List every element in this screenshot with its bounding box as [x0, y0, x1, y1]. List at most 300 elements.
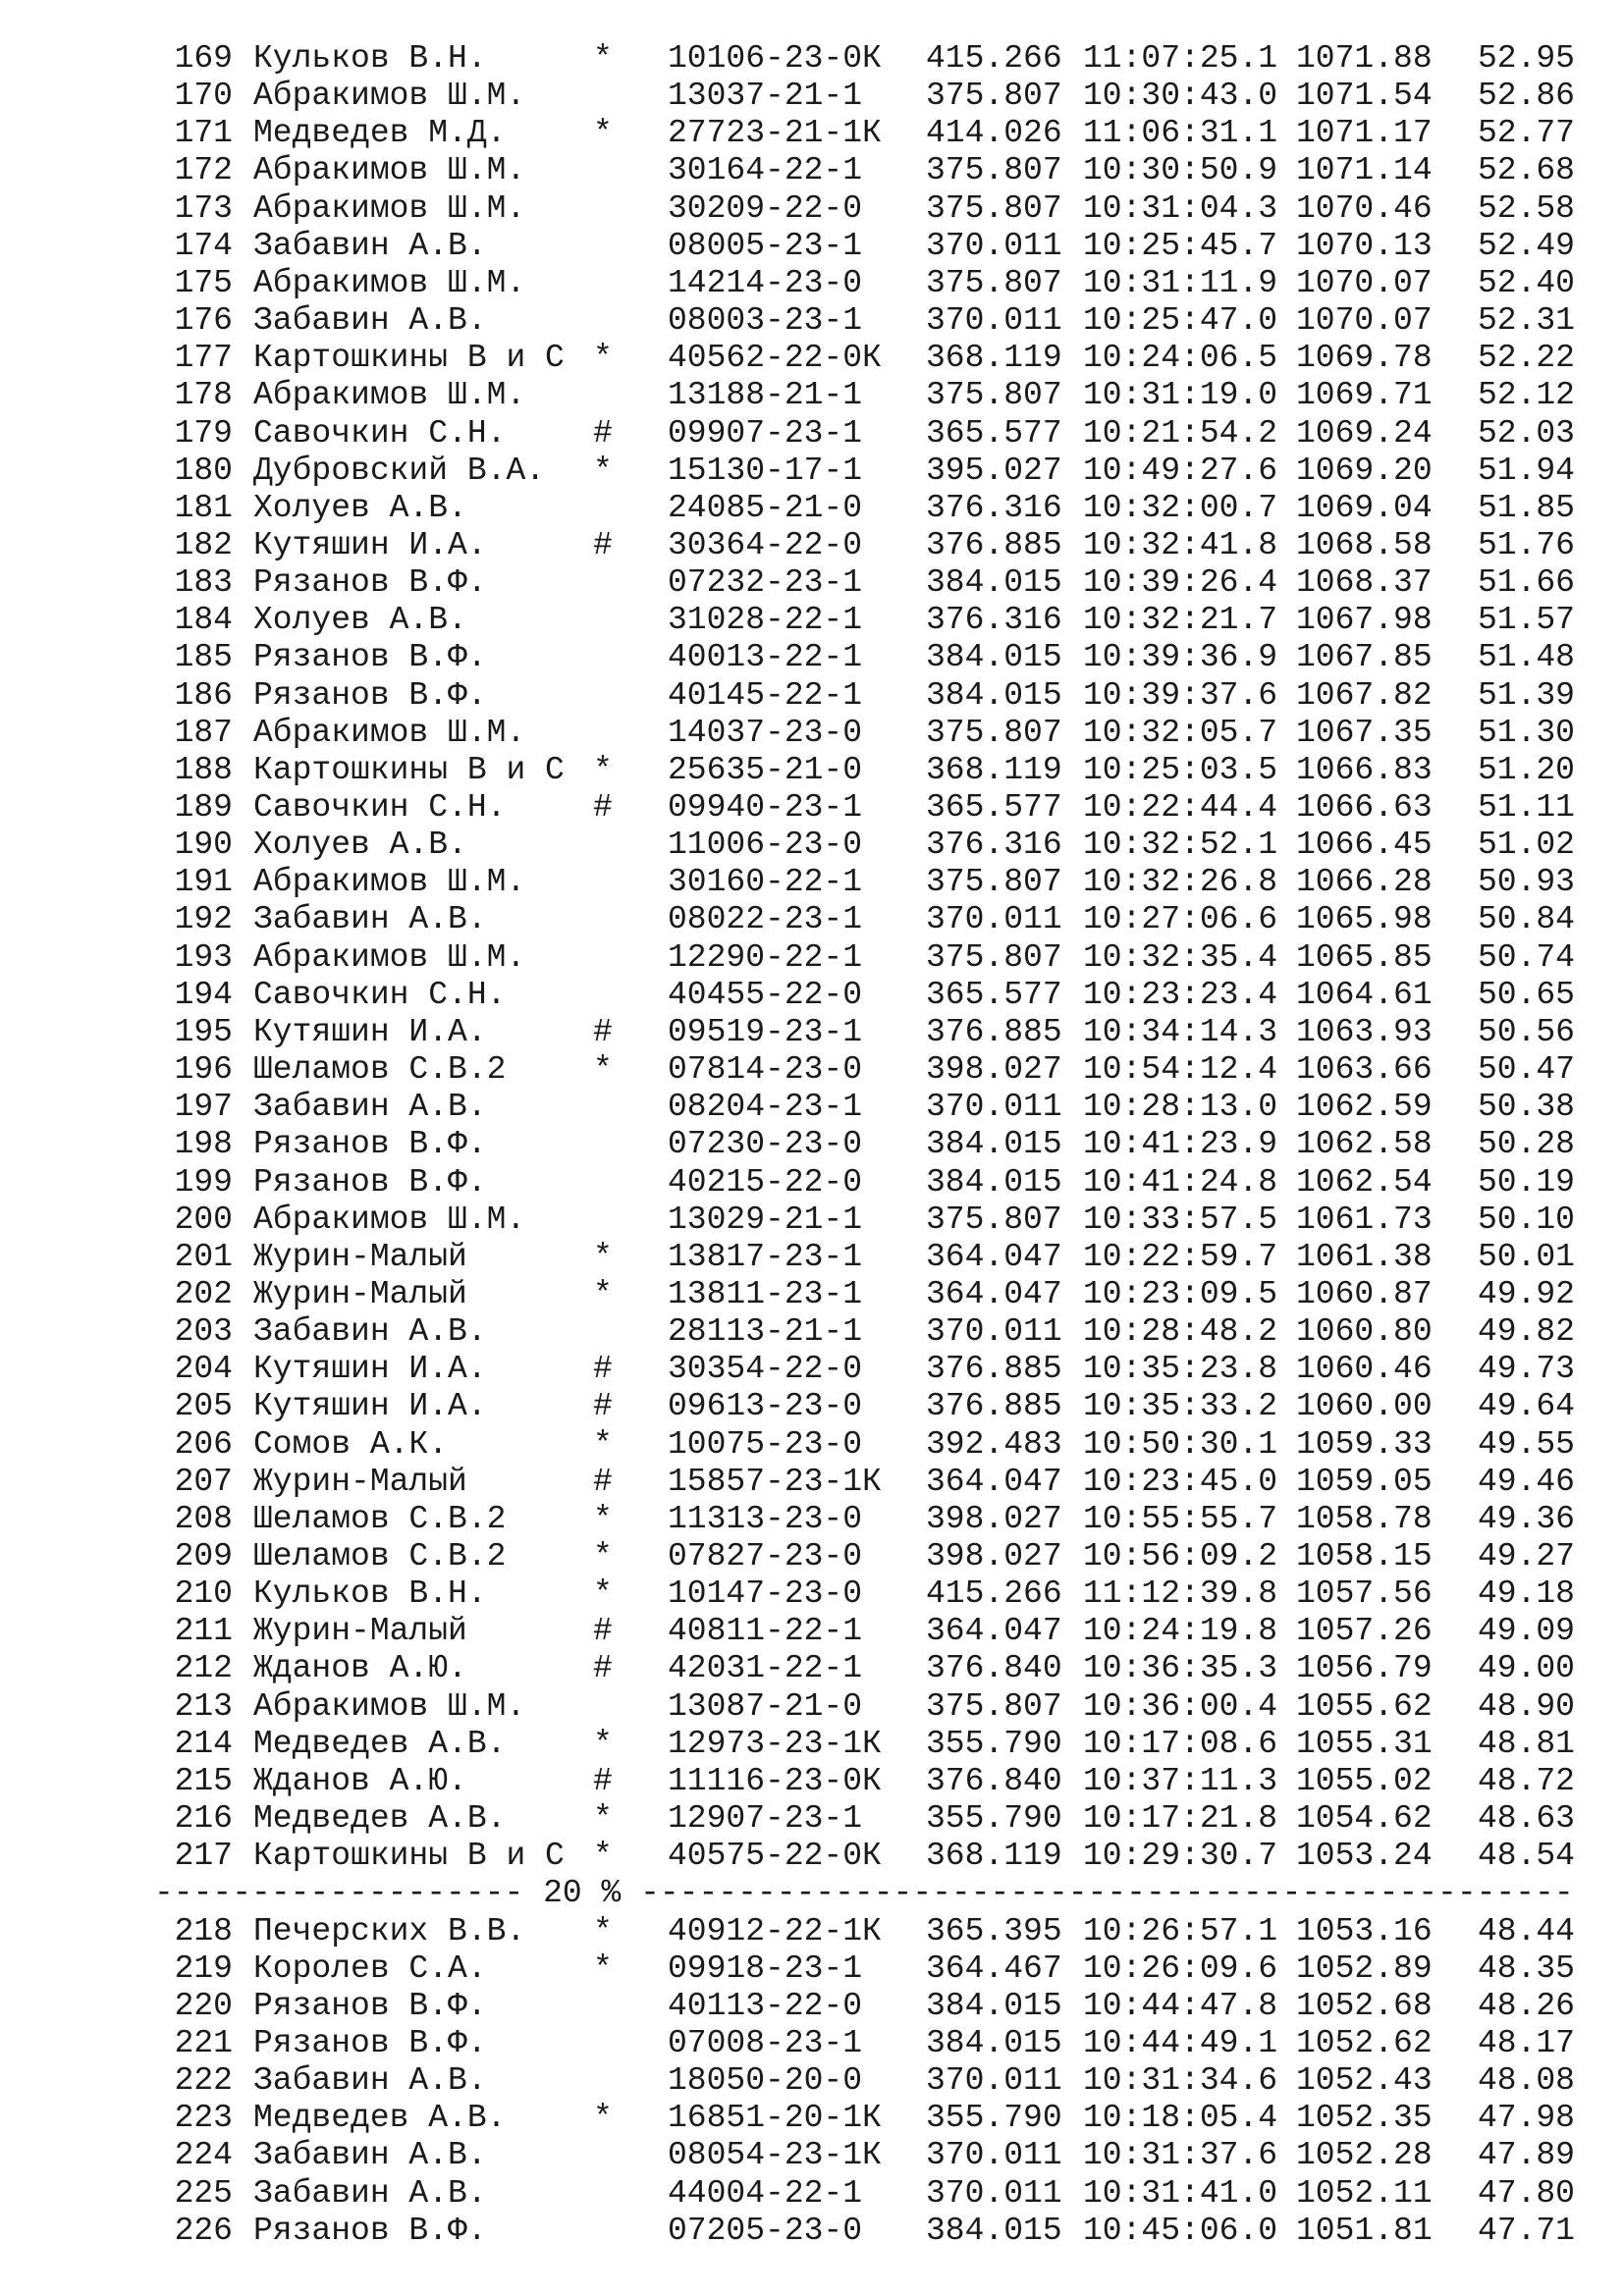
fancier-name-cell: Забавин А.В.	[253, 227, 487, 264]
fancier-name-cell: Медведев А.В.	[253, 1800, 507, 1838]
score-cell: 49.36	[1477, 1500, 1575, 1537]
mark-cell: #	[593, 1463, 613, 1500]
distance-cell: 364.047	[926, 1238, 1062, 1275]
mark-cell: #	[593, 1388, 613, 1425]
fancier-name-cell: Абракимов Ш.М.	[253, 1201, 526, 1238]
ring-number-cell: 13087-21-0	[668, 1687, 863, 1725]
ring-number-cell: 13188-21-1	[668, 377, 863, 414]
score-cell: 50.47	[1477, 1051, 1575, 1089]
ring-number-cell: 40575-22-0К	[668, 1838, 882, 1875]
fancier-name-cell: Медведев А.В.	[253, 1725, 507, 1762]
speed-cell: 1056.79	[1296, 1650, 1433, 1687]
score-cell: 52.22	[1477, 340, 1575, 377]
fancier-name-cell: Савочкин С.Н.	[253, 414, 507, 452]
fancier-name-cell: Сомов А.К.	[253, 1425, 449, 1463]
speed-cell: 1069.78	[1296, 340, 1433, 377]
distance-cell: 365.577	[926, 976, 1062, 1013]
distance-cell: 370.011	[926, 227, 1062, 264]
distance-cell: 376.885	[926, 1351, 1062, 1388]
mark-cell: *	[593, 452, 613, 489]
mark-cell: #	[593, 414, 613, 452]
score-cell: 52.40	[1477, 264, 1575, 301]
score-cell: 50.65	[1477, 976, 1575, 1013]
score-cell: 51.76	[1477, 526, 1575, 563]
speed-cell: 1066.45	[1296, 827, 1433, 864]
ring-number-cell: 11313-23-0	[668, 1500, 863, 1537]
mark-cell: #	[593, 789, 613, 826]
rank-cell: 175	[174, 264, 233, 301]
ring-number-cell: 11006-23-0	[668, 827, 863, 864]
rank-cell: 222	[174, 2062, 233, 2100]
fancier-name-cell: Савочкин С.Н.	[253, 789, 507, 826]
arrival-time-cell: 10:32:26.8	[1083, 864, 1278, 901]
score-cell: 48.63	[1477, 1800, 1575, 1838]
score-cell: 48.54	[1477, 1838, 1575, 1875]
ring-number-cell: 13029-21-1	[668, 1201, 863, 1238]
arrival-time-cell: 10:25:47.0	[1083, 302, 1278, 340]
rank-cell: 206	[174, 1425, 233, 1463]
distance-cell: 368.119	[926, 751, 1062, 788]
ring-number-cell: 30354-22-0	[668, 1351, 863, 1388]
arrival-time-cell: 10:23:09.5	[1083, 1275, 1278, 1312]
arrival-time-cell: 10:36:00.4	[1083, 1687, 1278, 1725]
fancier-name-cell: Рязанов В.Ф.	[253, 676, 487, 714]
ring-number-cell: 25635-21-0	[668, 751, 863, 788]
speed-cell: 1071.54	[1296, 78, 1433, 115]
mark-cell: #	[593, 1013, 613, 1050]
rank-cell: 204	[174, 1351, 233, 1388]
score-cell: 48.17	[1477, 2024, 1575, 2061]
speed-cell: 1053.24	[1296, 1838, 1433, 1875]
distance-cell: 375.807	[926, 189, 1062, 227]
speed-cell: 1071.88	[1296, 40, 1433, 77]
score-cell: 50.28	[1477, 1126, 1575, 1163]
fancier-name-cell: Савочкин С.Н.	[253, 976, 507, 1013]
rank-cell: 186	[174, 676, 233, 714]
rank-cell: 196	[174, 1051, 233, 1089]
distance-cell: 364.047	[926, 1613, 1062, 1650]
score-cell: 52.77	[1477, 115, 1575, 152]
ring-number-cell: 27723-21-1К	[668, 115, 882, 152]
distance-cell: 370.011	[926, 1313, 1062, 1351]
speed-cell: 1069.04	[1296, 489, 1433, 526]
arrival-time-cell: 10:32:05.7	[1083, 714, 1278, 751]
rank-cell: 188	[174, 751, 233, 788]
arrival-time-cell: 10:35:33.2	[1083, 1388, 1278, 1425]
score-cell: 52.03	[1477, 414, 1575, 452]
fancier-name-cell: Шеламов С.В.2	[253, 1538, 507, 1575]
fancier-name-cell: Медведев А.В.	[253, 2100, 507, 2137]
arrival-time-cell: 10:18:05.4	[1083, 2100, 1278, 2137]
ring-number-cell: 30160-22-1	[668, 864, 863, 901]
fancier-name-cell: Рязанов В.Ф.	[253, 2024, 487, 2061]
fancier-name-cell: Журин-Малый	[253, 1463, 467, 1500]
speed-cell: 1067.82	[1296, 676, 1433, 714]
speed-cell: 1066.63	[1296, 789, 1433, 826]
speed-cell: 1065.85	[1296, 938, 1433, 976]
score-cell: 48.08	[1477, 2062, 1575, 2100]
speed-cell: 1057.56	[1296, 1575, 1433, 1613]
arrival-time-cell: 10:25:45.7	[1083, 227, 1278, 264]
rank-cell: 180	[174, 452, 233, 489]
fancier-name-cell: Абракимов Ш.М.	[253, 714, 526, 751]
speed-cell: 1057.26	[1296, 1613, 1433, 1650]
arrival-time-cell: 10:39:36.9	[1083, 639, 1278, 676]
score-cell: 51.30	[1477, 714, 1575, 751]
score-cell: 49.46	[1477, 1463, 1575, 1500]
mark-cell: *	[593, 751, 613, 788]
arrival-time-cell: 11:07:25.1	[1083, 40, 1278, 77]
distance-cell: 398.027	[926, 1051, 1062, 1089]
mark-cell: #	[593, 1762, 613, 1799]
rank-cell: 173	[174, 189, 233, 227]
ring-number-cell: 40215-22-0	[668, 1163, 863, 1201]
rank-cell: 224	[174, 2137, 233, 2174]
mark-cell: #	[593, 1351, 613, 1388]
fancier-name-cell: Рязанов В.Ф.	[253, 564, 487, 602]
ring-number-cell: 30209-22-0	[668, 189, 863, 227]
rank-cell: 216	[174, 1800, 233, 1838]
speed-cell: 1064.61	[1296, 976, 1433, 1013]
speed-cell: 1067.85	[1296, 639, 1433, 676]
fancier-name-cell: Журин-Малый	[253, 1238, 467, 1275]
fancier-name-cell: Холуев А.В.	[253, 827, 467, 864]
distance-cell: 395.027	[926, 452, 1062, 489]
speed-cell: 1068.58	[1296, 526, 1433, 563]
fancier-name-cell: Кульков В.Н.	[253, 40, 487, 77]
speed-cell: 1063.66	[1296, 1051, 1433, 1089]
score-cell: 49.09	[1477, 1613, 1575, 1650]
fancier-name-cell: Жданов А.Ю.	[253, 1650, 467, 1687]
score-cell: 51.94	[1477, 452, 1575, 489]
speed-cell: 1070.46	[1296, 189, 1433, 227]
rank-cell: 208	[174, 1500, 233, 1537]
arrival-time-cell: 10:32:00.7	[1083, 489, 1278, 526]
distance-cell: 384.015	[926, 1987, 1062, 2024]
speed-cell: 1061.38	[1296, 1238, 1433, 1275]
ring-number-cell: 10147-23-0	[668, 1575, 863, 1613]
fancier-name-cell: Шеламов С.В.2	[253, 1051, 507, 1089]
rank-cell: 179	[174, 414, 233, 452]
ring-number-cell: 14037-23-0	[668, 714, 863, 751]
fancier-name-cell: Кульков В.Н.	[253, 1575, 487, 1613]
mark-cell: *	[593, 2100, 613, 2137]
score-cell: 52.49	[1477, 227, 1575, 264]
distance-cell: 376.316	[926, 827, 1062, 864]
ring-number-cell: 40562-22-0К	[668, 340, 882, 377]
fancier-name-cell: Забавин А.В.	[253, 1313, 487, 1351]
arrival-time-cell: 10:41:24.8	[1083, 1163, 1278, 1201]
fancier-name-cell: Забавин А.В.	[253, 2137, 487, 2174]
score-cell: 51.02	[1477, 827, 1575, 864]
fancier-name-cell: Жданов А.Ю.	[253, 1762, 467, 1799]
score-cell: 47.89	[1477, 2137, 1575, 2174]
ring-number-cell: 40113-22-0	[668, 1987, 863, 2024]
ring-number-cell: 44004-22-1	[668, 2174, 863, 2212]
rank-cell: 202	[174, 1275, 233, 1312]
fancier-name-cell: Абракимов Ш.М.	[253, 1687, 526, 1725]
distance-cell: 365.577	[926, 414, 1062, 452]
arrival-time-cell: 10:36:35.3	[1083, 1650, 1278, 1687]
arrival-time-cell: 10:28:48.2	[1083, 1313, 1278, 1351]
rank-cell: 169	[174, 40, 233, 77]
distance-cell: 376.316	[926, 602, 1062, 639]
speed-cell: 1070.07	[1296, 302, 1433, 340]
arrival-time-cell: 10:31:37.6	[1083, 2137, 1278, 2174]
fancier-name-cell: Холуев А.В.	[253, 602, 467, 639]
rank-cell: 193	[174, 938, 233, 976]
arrival-time-cell: 10:41:23.9	[1083, 1126, 1278, 1163]
speed-cell: 1067.98	[1296, 602, 1433, 639]
fancier-name-cell: Кутяшин И.А.	[253, 1013, 487, 1050]
speed-cell: 1060.80	[1296, 1313, 1433, 1351]
fancier-name-cell: Абракимов Ш.М.	[253, 264, 526, 301]
ring-number-cell: 08054-23-1К	[668, 2137, 882, 2174]
fancier-name-cell: Рязанов В.Ф.	[253, 1987, 487, 2024]
distance-cell: 398.027	[926, 1538, 1062, 1575]
score-cell: 52.68	[1477, 152, 1575, 189]
distance-cell: 370.011	[926, 1089, 1062, 1126]
speed-cell: 1067.35	[1296, 714, 1433, 751]
arrival-time-cell: 10:50:30.1	[1083, 1425, 1278, 1463]
score-cell: 48.35	[1477, 1949, 1575, 1987]
mark-cell: *	[593, 1575, 613, 1613]
score-cell: 51.66	[1477, 564, 1575, 602]
arrival-time-cell: 10:26:09.6	[1083, 1949, 1278, 1987]
score-cell: 49.27	[1477, 1538, 1575, 1575]
speed-cell: 1055.02	[1296, 1762, 1433, 1799]
arrival-time-cell: 10:33:57.5	[1083, 1201, 1278, 1238]
ring-number-cell: 15857-23-1К	[668, 1463, 882, 1500]
ring-number-cell: 40912-22-1К	[668, 1912, 882, 1949]
score-cell: 52.12	[1477, 377, 1575, 414]
arrival-time-cell: 10:45:06.0	[1083, 2212, 1278, 2249]
distance-cell: 368.119	[926, 1838, 1062, 1875]
distance-cell: 370.011	[926, 901, 1062, 938]
arrival-time-cell: 10:31:41.0	[1083, 2174, 1278, 2212]
ring-number-cell: 12973-23-1К	[668, 1725, 882, 1762]
fancier-name-cell: Абракимов Ш.М.	[253, 152, 526, 189]
distance-cell: 375.807	[926, 264, 1062, 301]
fancier-name-cell: Журин-Малый	[253, 1613, 467, 1650]
fancier-name-cell: Забавин А.В.	[253, 2062, 487, 2100]
rank-cell: 201	[174, 1238, 233, 1275]
distance-cell: 398.027	[926, 1500, 1062, 1537]
ring-number-cell: 10106-23-0К	[668, 40, 882, 77]
distance-cell: 355.790	[926, 2100, 1062, 2137]
arrival-time-cell: 10:31:34.6	[1083, 2062, 1278, 2100]
rank-cell: 170	[174, 78, 233, 115]
fancier-name-cell: Кутяшин И.А.	[253, 526, 487, 563]
speed-cell: 1066.28	[1296, 864, 1433, 901]
arrival-time-cell: 10:44:47.8	[1083, 1987, 1278, 2024]
ring-number-cell: 14214-23-0	[668, 264, 863, 301]
speed-cell: 1055.31	[1296, 1725, 1433, 1762]
speed-cell: 1066.83	[1296, 751, 1433, 788]
distance-cell: 375.807	[926, 1687, 1062, 1725]
fancier-name-cell: Шеламов С.В.2	[253, 1500, 507, 1537]
distance-cell: 365.577	[926, 789, 1062, 826]
fancier-name-cell: Забавин А.В.	[253, 1089, 487, 1126]
ring-number-cell: 09613-23-0	[668, 1388, 863, 1425]
distance-cell: 392.483	[926, 1425, 1062, 1463]
distance-cell: 376.840	[926, 1650, 1062, 1687]
rank-cell: 185	[174, 639, 233, 676]
ring-number-cell: 08204-23-1	[668, 1089, 863, 1126]
ring-number-cell: 18050-20-0	[668, 2062, 863, 2100]
rank-cell: 189	[174, 789, 233, 826]
rank-cell: 197	[174, 1089, 233, 1126]
rank-cell: 183	[174, 564, 233, 602]
distance-cell: 364.467	[926, 1949, 1062, 1987]
ring-number-cell: 30364-22-0	[668, 526, 863, 563]
speed-cell: 1063.93	[1296, 1013, 1433, 1050]
score-cell: 49.73	[1477, 1351, 1575, 1388]
mark-cell: #	[593, 526, 613, 563]
score-cell: 51.20	[1477, 751, 1575, 788]
rank-cell: 177	[174, 340, 233, 377]
fancier-name-cell: Журин-Малый	[253, 1275, 467, 1312]
arrival-time-cell: 10:44:49.1	[1083, 2024, 1278, 2061]
rank-cell: 195	[174, 1013, 233, 1050]
speed-cell: 1069.20	[1296, 452, 1433, 489]
rank-cell: 214	[174, 1725, 233, 1762]
ring-number-cell: 09907-23-1	[668, 414, 863, 452]
arrival-time-cell: 10:39:26.4	[1083, 564, 1278, 602]
score-cell: 49.18	[1477, 1575, 1575, 1613]
score-cell: 49.55	[1477, 1425, 1575, 1463]
rank-cell: 203	[174, 1313, 233, 1351]
mark-cell: *	[593, 1275, 613, 1312]
mark-cell: #	[593, 1650, 613, 1687]
speed-cell: 1069.71	[1296, 377, 1433, 414]
arrival-time-cell: 10:29:30.7	[1083, 1838, 1278, 1875]
distance-cell: 368.119	[926, 340, 1062, 377]
ring-number-cell: 28113-21-1	[668, 1313, 863, 1351]
distance-cell: 414.026	[926, 115, 1062, 152]
distance-cell: 365.395	[926, 1912, 1062, 1949]
rank-cell: 219	[174, 1949, 233, 1987]
speed-cell: 1054.62	[1296, 1800, 1433, 1838]
distance-cell: 376.316	[926, 489, 1062, 526]
rank-cell: 212	[174, 1650, 233, 1687]
fancier-name-cell: Картошкины В и С	[253, 1838, 565, 1875]
rank-cell: 181	[174, 489, 233, 526]
ring-number-cell: 40013-22-1	[668, 639, 863, 676]
rank-cell: 184	[174, 602, 233, 639]
ring-number-cell: 12290-22-1	[668, 938, 863, 976]
speed-cell: 1070.13	[1296, 227, 1433, 264]
distance-cell: 415.266	[926, 1575, 1062, 1613]
arrival-time-cell: 11:06:31.1	[1083, 115, 1278, 152]
arrival-time-cell: 10:31:04.3	[1083, 189, 1278, 227]
mark-cell: *	[593, 115, 613, 152]
ring-number-cell: 11116-23-0К	[668, 1762, 882, 1799]
distance-cell: 384.015	[926, 639, 1062, 676]
rank-cell: 220	[174, 1987, 233, 2024]
ring-number-cell: 07827-23-0	[668, 1538, 863, 1575]
mark-cell: *	[593, 1838, 613, 1875]
arrival-time-cell: 10:34:14.3	[1083, 1013, 1278, 1050]
arrival-time-cell: 10:39:37.6	[1083, 676, 1278, 714]
mark-cell: *	[593, 1051, 613, 1089]
speed-cell: 1052.43	[1296, 2062, 1433, 2100]
arrival-time-cell: 10:37:11.3	[1083, 1762, 1278, 1799]
arrival-time-cell: 10:32:52.1	[1083, 827, 1278, 864]
speed-cell: 1053.16	[1296, 1912, 1433, 1949]
arrival-time-cell: 10:17:21.8	[1083, 1800, 1278, 1838]
ring-number-cell: 16851-20-1К	[668, 2100, 882, 2137]
score-cell: 50.01	[1477, 1238, 1575, 1275]
fancier-name-cell: Абракимов Ш.М.	[253, 377, 526, 414]
rank-cell: 225	[174, 2174, 233, 2212]
ring-number-cell: 07232-23-1	[668, 564, 863, 602]
fancier-name-cell: Дубровский В.А.	[253, 452, 546, 489]
speed-cell: 1071.14	[1296, 152, 1433, 189]
mark-cell: *	[593, 1425, 613, 1463]
score-cell: 48.90	[1477, 1687, 1575, 1725]
arrival-time-cell: 10:26:57.1	[1083, 1912, 1278, 1949]
rank-cell: 217	[174, 1838, 233, 1875]
distance-cell: 375.807	[926, 152, 1062, 189]
speed-cell: 1059.33	[1296, 1425, 1433, 1463]
score-cell: 49.64	[1477, 1388, 1575, 1425]
fancier-name-cell: Королев С.А.	[253, 1949, 487, 1987]
rank-cell: 215	[174, 1762, 233, 1799]
fancier-name-cell: Картошкины В и С	[253, 751, 565, 788]
distance-cell: 370.011	[926, 2137, 1062, 2174]
fancier-name-cell: Абракимов Ш.М.	[253, 189, 526, 227]
speed-cell: 1062.58	[1296, 1126, 1433, 1163]
ring-number-cell: 24085-21-0	[668, 489, 863, 526]
score-cell: 51.11	[1477, 789, 1575, 826]
ring-number-cell: 13817-23-1	[668, 1238, 863, 1275]
score-cell: 49.82	[1477, 1313, 1575, 1351]
speed-cell: 1071.17	[1296, 115, 1433, 152]
arrival-time-cell: 10:24:19.8	[1083, 1613, 1278, 1650]
score-cell: 52.58	[1477, 189, 1575, 227]
score-cell: 50.93	[1477, 864, 1575, 901]
distance-cell: 375.807	[926, 864, 1062, 901]
distance-cell: 384.015	[926, 2024, 1062, 2061]
rank-cell: 223	[174, 2100, 233, 2137]
rank-cell: 182	[174, 526, 233, 563]
fancier-name-cell: Забавин А.В.	[253, 302, 487, 340]
rank-cell: 192	[174, 901, 233, 938]
ring-number-cell: 07814-23-0	[668, 1051, 863, 1089]
rank-cell: 207	[174, 1463, 233, 1500]
score-cell: 52.31	[1477, 302, 1575, 340]
speed-cell: 1065.98	[1296, 901, 1433, 938]
fancier-name-cell: Забавин А.В.	[253, 2174, 487, 2212]
distance-cell: 364.047	[926, 1463, 1062, 1500]
rank-cell: 213	[174, 1687, 233, 1725]
score-cell: 48.26	[1477, 1987, 1575, 2024]
rank-cell: 209	[174, 1538, 233, 1575]
score-cell: 49.92	[1477, 1275, 1575, 1312]
mark-cell: *	[593, 1949, 613, 1987]
ring-number-cell: 40811-22-1	[668, 1613, 863, 1650]
speed-cell: 1052.35	[1296, 2100, 1433, 2137]
speed-cell: 1060.46	[1296, 1351, 1433, 1388]
score-cell: 52.95	[1477, 40, 1575, 77]
distance-cell: 384.015	[926, 1126, 1062, 1163]
arrival-time-cell: 10:23:45.0	[1083, 1463, 1278, 1500]
ring-number-cell: 31028-22-1	[668, 602, 863, 639]
distance-cell: 384.015	[926, 1163, 1062, 1201]
rank-cell: 199	[174, 1163, 233, 1201]
ring-number-cell: 13811-23-1	[668, 1275, 863, 1312]
